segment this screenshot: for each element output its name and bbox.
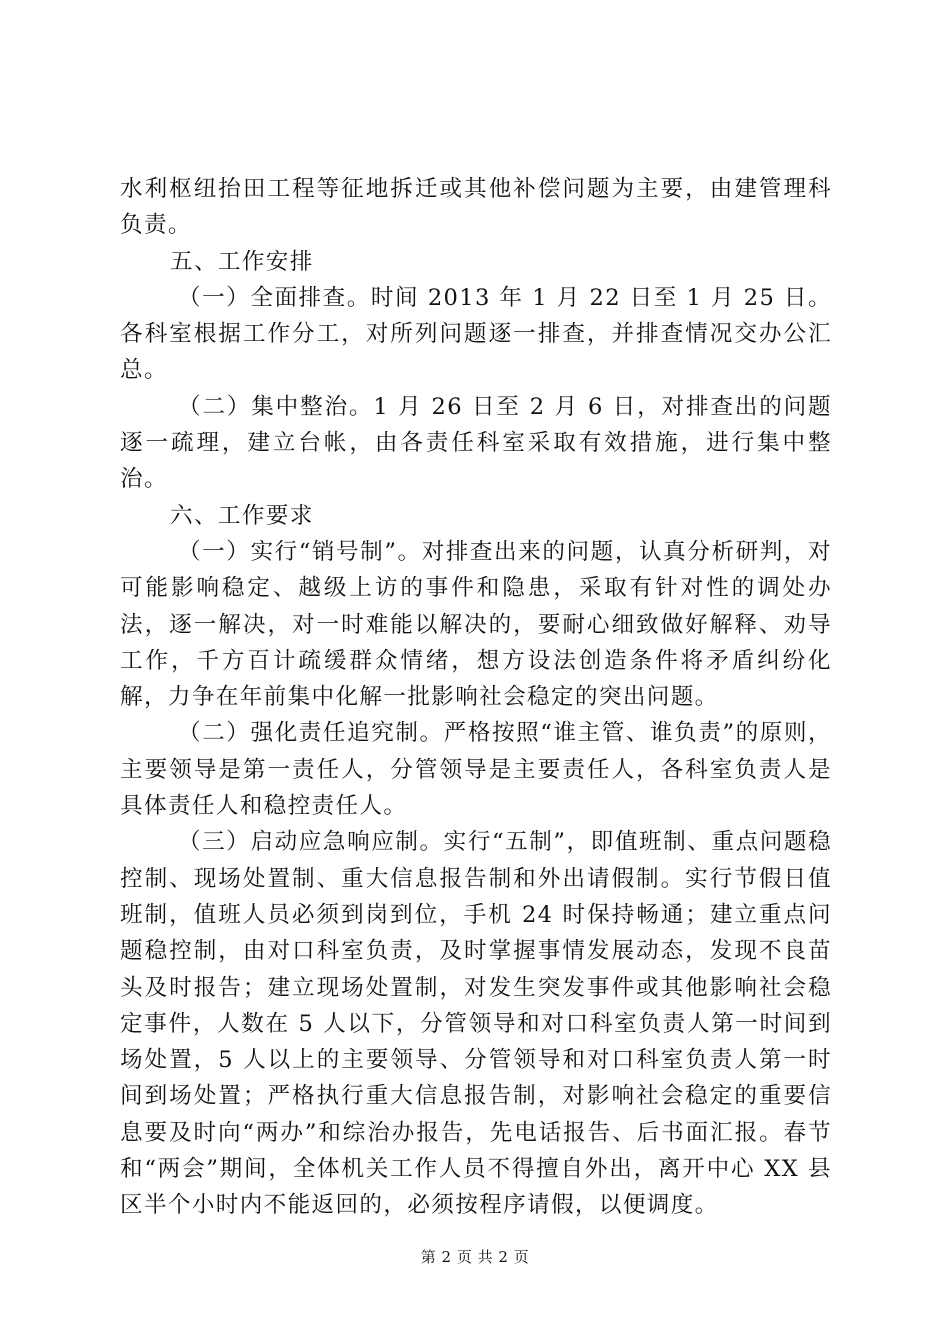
paragraph-centralized-rectification: （二）集中整治。1 月 26 日至 2 月 6 日，对排查出的问题逐一疏理，建立台帐，由各责任科室采取有效措施，进行集中整治。 [120, 393, 832, 493]
section-heading-work-arrangement: 五、工作安排 [170, 248, 314, 275]
paragraph-full-inspection: （一）全面排查。时间 2013 年 1 月 22 日至 1 月 25 日。各科室根据工作分工，对所列问题逐一排查，并排查情况交办公汇总。 [120, 284, 832, 384]
document-body [120, 171, 832, 1224]
paragraph-cancellation-system: （一）实行“销号制”。对排查出来的问题，认真分析研判，对可能影响稳定、越级上访的事件和隐患，采取有针对性的调处办法，逐一解决，对一时难能以解决的，要耐心细致做好解释、劝导工作，千方百计疏缓群众情绪，想方设法创造条件将矛盾纠纷化解，力争在年前集中化解一批影响社会稳定的突出问题。 [120, 538, 832, 711]
paragraph-continuation: 水利枢纽抬田工程等征地拆迁或其他补偿问题为主要，由建管理科负责。 [120, 176, 832, 239]
paragraph-accountability-system: （二）强化责任追究制。严格按照“谁主管、谁负责”的原则，主要领导是第一责任人，分管领导是主要责任人，各科室负责人是具体责任人和稳控责任人。 [120, 720, 832, 820]
page-number-footer: 第 2 页 共 2 页 [420, 1248, 530, 1266]
paragraph-emergency-response-system: （三）启动应急响应制。实行“五制”，即值班制、重点问题稳控制、现场处置制、重大信息报告制和外出请假制。实行节假日值班制，值班人员必须到岗到位，手机 24 时保持畅通；建立重点问题稳控制，由对口科室负责，及时掌握事情发展动态，发现不良苗头及时报告；建立现场处置制，对发生突发事件或其他影响社会稳定事件，人数在 5 人以下，分管领导和对口科室负责人第一时间到场处置，5 人以上的主要领导、分管领导和对口科室负责人第一时间到场处置；严格执行重大信息报告制，对影响社会稳定的重要信息要及时向“两办”和综治办报告，先电话报告、后书面汇报。春节和“两会”期间，全体机关工作人员不得擅自外出，离开中心 XX 县区半个小时内不能返回的，必须按程序请假，以便调度。 [120, 829, 832, 1219]
section-heading-work-requirements: 六、工作要求 [170, 502, 314, 529]
